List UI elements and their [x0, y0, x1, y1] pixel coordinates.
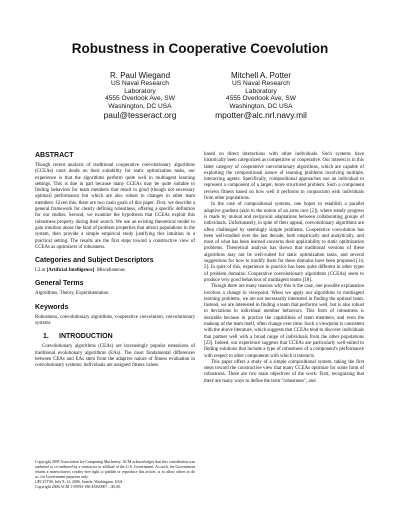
author-org: US Naval Research [111, 80, 169, 87]
category-rest: : Miscellaneous [94, 268, 126, 274]
author-street: 4555 Overlook Ave, SW [226, 95, 296, 103]
intro-number: 1. [43, 333, 49, 341]
general-terms-heading: General Terms [35, 280, 84, 288]
abstract-heading: ABSTRACT [35, 152, 74, 159]
keywords-heading: Keywords [35, 303, 69, 311]
categories-text [35, 268, 195, 274]
footnote-conf-name: GECCO'06, [35, 480, 54, 484]
categories-heading: Categories and Subject Descriptors [35, 257, 154, 265]
author-dept: Laboratory [124, 87, 156, 95]
right-column [204, 152, 364, 385]
author-email: paul@tesseract.org [103, 110, 177, 121]
author-name: R. Paul Wiegand [109, 71, 171, 80]
body-paragraph: This paper offers a study of a simple compositional system, taking the first steps toward the constructive view that many CCEAs optimize for some form of robustness. There are two main objectives of the work: First, recognizing that there are many ways to define the term "robustness", and [204, 359, 364, 384]
keywords-text: Robustness, coevolutionary algorithms, cooperative coevolution, coevolutionary systems [35, 314, 195, 327]
author-dept: Laboratory [245, 87, 277, 95]
author-city: Washington, DC USA [229, 102, 293, 110]
body-paragraph: based on direct interactions with other individuals. Such systems have historically been categorized as competitive or cooperative. Our interest is in this latter category of cooperative coevolutionary algorithms, which are capable of exploiting the compositional nature of learning problems involving multiple, interacting agents. Specifically, compositional approaches use an individual to represent a component of a larger, more structured problem. Such a component reviews fitness based on how well it performs in conjunction with individuals from other populations. [204, 152, 364, 202]
footnote-conf-date: July 8–12, 2006, Seattle, Washington, USA. [53, 480, 124, 484]
abstract-text: Though recent analysis of traditional cooperative coevolutionary algorithms (CCEAs) casts doubt on their suitability for static optimization tasks, our experience is that the algorithms perform quite well in multiagent learning settings. This is due in part because many CCEAs may be quite suitable to finding behaviors for team members that result in good (though not necessary optimal) performance but which are also robust to changes in other team members. Given this, there are two main goals of this paper. First, we describe a general framework for clearly defining robustness, offering a specific definition for our studies. Second, we examine the hypothesis that CCEAs exploit this robustness property during their search. We use an existing theoretical model to gain intuition about the kind of problem properties that attract populations in the system, then provide a simple empirical study justifying this intuition in a practical setting. The results are the first steps toward a constructive view of CCEAs as optimizers of robustness. [35, 163, 195, 250]
intro-title: INTRODUCTION [59, 333, 113, 341]
author-street: 4555 Overlook Ave, SW [105, 95, 175, 103]
author-email: mpotter@aic.nrl.navy.mil [215, 110, 307, 121]
copyright-footnote [35, 460, 195, 490]
general-terms-text: Algorithms, Theory, Experimentation [35, 291, 109, 297]
author-name: Mitchell A. Potter [230, 71, 292, 80]
left-column [35, 152, 195, 370]
author-block-2 [191, 71, 331, 120]
paper-title: Robustness in Cooperative Coevolution [71, 41, 329, 56]
author-city: Washington, DC USA [108, 102, 172, 110]
footnote-copyright: Copyright 2005 Association for Computing Machinery. ACM acknowledges that this contribution was authored or co-authored by a contractor or affiliate of the U.S. Government. As such, the Government retains a nonexclusive, royalty-free right to publish or reproduce this article, or to allow others to do so, for Government purposes only. [35, 460, 195, 479]
body-paragraph: In the case of compositional systems, one hopes to establish a parallel adaptive gradient (akin to the notion of an arms race [2]), where steady progress is made by mutual and reciprocal adaptations between collaborating groups of individuals. Unfortunately, in spite of their appeal, coevolutionary algorithms are often challenged by seemingly simple problems. Cooperative coevolution has been well-studied over the last decade, both empirically and analytically, and most of what has been learned concerns their applicability to static optimization problems. Theoretical analysis has shown that traditional versions of these algorithms may not be well-suited for static optimization tasks, and several suggestions for how to modify them for these domains have been proposed [14, 2]. In spite of this, experience in practice has been quite different in other types of problem domains: Cooperative coevolutionary algorithms (CCEAs) seem to produce very good behaviour of multiagent teams [18]. [204, 202, 364, 283]
intro-heading [35, 333, 195, 341]
author-org: US Naval Research [232, 80, 290, 87]
category-code: I.2.m [35, 268, 46, 274]
body-paragraph: Though there are many reasons why this is the case, one possible explanation involves a change in viewpoint. When we apply our algorithms to multiagent learning problems, we are not necessarily interested in finding the optimal team. Instead, we are interested in finding a team that performs well, but is also robust to deviations in individual member behaviors. This form of robustness is desirable because in practice the capabilities of team members, and even the makeup of the team itself, often change over time. Such a viewpoint is consistent with the above literature, which suggests that CCEAs tend to discover individuals that partner well with a broad range of individuals from the other populations [23]. Indeed, our experience suggests that CCEAs are particularly well-suited to finding solutions that include a type of robustness of a component's performance with respect to other components with which it interacts. [204, 284, 365, 359]
footnote-acm-copyright: Copyright 2006 ACM 1-59593-186-4/06/0007 ...$5.00. [35, 485, 121, 489]
category-label: [Artificial Intelligence] [46, 268, 95, 274]
author-block-1 [70, 71, 210, 120]
intro-text: Coevolutionary algorithms (CEAs) are increasingly popular extensions of traditional evolutionary algorithms (EAs). The most fundamental differences between CEAs and EAs stem from the adaptive nature of fitness evaluation in coevolutionary systems: individuals are assigned fitness values [35, 344, 195, 369]
